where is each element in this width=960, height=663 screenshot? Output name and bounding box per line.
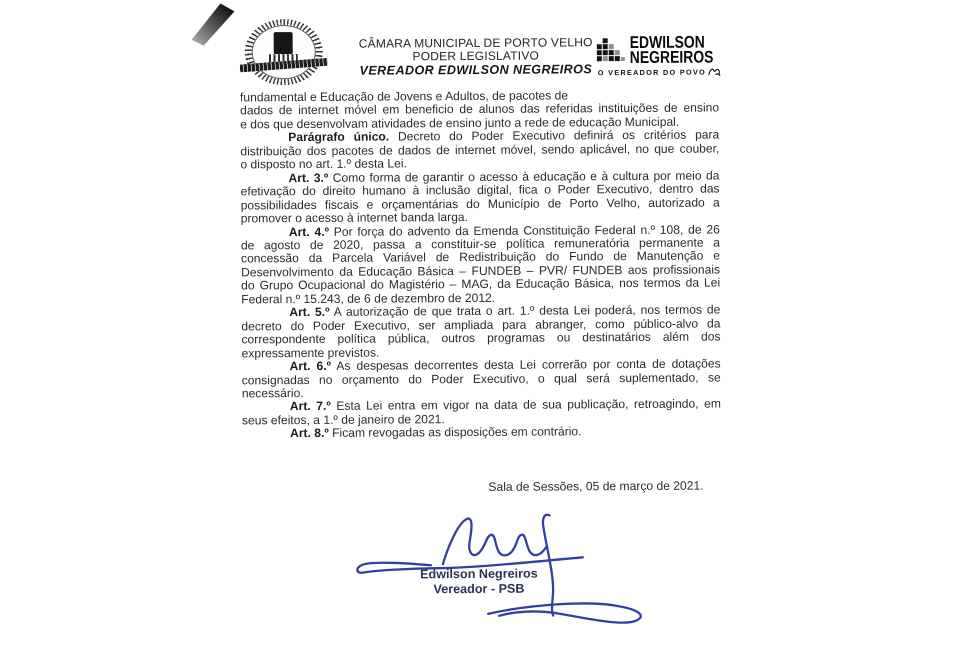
text-line: seus efeitos, a 1.º de janeiro de 2021. [241,412,445,428]
text-line: Art. 3.º Como forma de garantir o acesso à educação e à cultura por meio da [288,168,720,185]
text-line: do Grupo Ocupacional do Magistério – MAG, da Educação Básica, nos termos da Lei [241,275,721,293]
text-line: correspondente política pública, outros programas ou destinatários além dos [241,329,721,347]
text-line: e dos que desenvolvam atividades de ensino junto a rede de educação Municipal. [240,114,680,132]
letterhead-branch: PODER LEGISLATIVO [412,48,540,64]
paragraph [240,88,719,131]
text-line: Desenvolvimento da Educação Básica – FUNDEB – PVR/ FUNDEB aos profissionais [241,262,721,280]
paragraph [241,223,720,307]
paragraph [242,358,721,401]
text-line: promover o acesso à internet banda larga. [240,210,469,226]
signatory-identification [359,566,599,596]
logo-tagline [598,66,721,79]
signatory-role: Vereador - PSB [433,581,525,596]
text-line: necessário. [241,385,304,401]
text-line: Art. 7.º Esta Lei entra em vigor na data de sua publicação, retroagindo, em [289,396,721,414]
scan-artifact-mark [182,1,244,49]
logo-tagline-text: O VEREADOR DO POVO [597,67,707,78]
text-line: decreto do Poder Executivo, ser ampliada para abranger, como público-alvo da [241,316,721,334]
logo-name-last: NEGREIROS [629,47,714,68]
text-line: Art. 8.º Ficam revogadas as disposições em contrário. [290,424,582,441]
text-line: expressamente previstos. [241,345,380,361]
text-line: Art. 4.º Por força do advento da Emenda Constituição Federal n.º 108, de 26 [288,222,720,239]
text-line: possibilidades fiscais e orçamentárias do Município de Porto Velho, autorizado a [240,195,720,213]
edwilson-negreiros-logo [597,32,719,80]
text-line: distribuição dos pacotes de dados de internet móvel, sendo aplicável, no que couber, [240,141,720,159]
paragraph [242,398,721,428]
text-line: concessão da Parcela Variável de Redistribuição do Fundo de Manutenção e [240,248,721,266]
text-line: Art. 5.º A autorização de que trata o art. 1.º desta Lei poderá, nos termos de [289,302,721,320]
text-line: fundamental e Educação de Jovens e Adultos, de pacotes de [239,88,569,105]
signatory-name: Edwilson Negreiros [420,566,538,582]
paragraph [242,425,721,441]
municipal-seal-icon [245,19,323,85]
text-line: Art. 6.º As despesas decorrentes desta Lei correrão por conta de dotações [289,356,721,374]
seal-emblem [274,32,293,54]
paragraph [240,129,719,172]
letterhead-council-member: VEREADOR EDWILSON NEGREIROS [359,62,593,78]
logo-name [629,32,714,68]
paragraph [241,304,720,361]
paragraph [240,169,719,226]
signature-block [353,509,656,651]
paragraphs-container [240,88,721,441]
session-date-line: Sala de Sessões, 05 de março de 2021. [488,478,704,494]
text-line: consignadas no orçamento do Poder Executivo, o qual será suplementado, se [241,369,721,387]
letterhead-org-name: CÂMARA MUNICIPAL DE PORTO VELHO [358,35,593,51]
text-line: o disposto no art. 1.º desta Lei. [240,156,407,172]
text-line: Federal n.º 15.243, de 6 de dezembro de 2012. [241,290,496,307]
letterhead [330,36,622,78]
text-line: dados de internet móvel em beneficio de alunos das referidas instituições de ensino [240,100,720,118]
equalizer-icon [597,38,627,65]
text-line: Parágrafo único. Decreto do Poder Executivo definirá os critérios para [288,127,720,145]
document-body [240,88,721,495]
pen-scribble-icon [708,66,721,78]
text-line: de agosto de 2020, passa a constituir-se política remuneratória permanente a [240,235,720,253]
text-line: efetivação do direito humano à inclusão digital, fica o Poder Executivo, dentro das [240,181,720,199]
logo-name-first: EDWILSON [629,32,705,53]
